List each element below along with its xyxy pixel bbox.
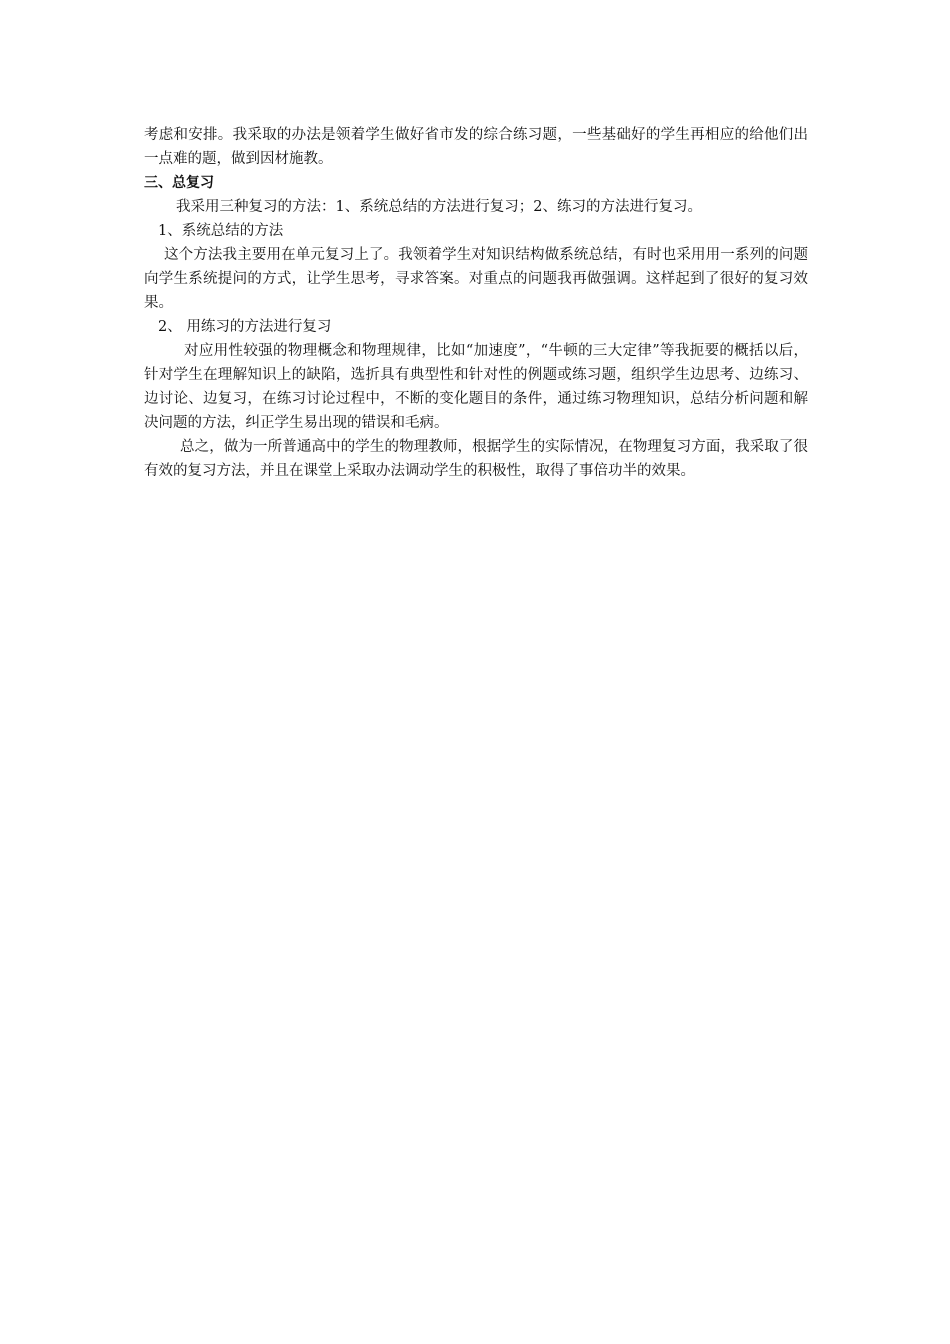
document-body (144, 123, 808, 483)
subheading-practice-method: 2、 用练习的方法进行复习 (158, 319, 332, 335)
paragraph-systematic-summary: 这个方法我主要用在单元复习上了。我领着学生对知识结构做系统总结，有时也采用用一系列的问题向学生系统提问的方式，让学生思考，寻求答案。对重点的问题我再做强调。这样起到了很好的复习效果。 (144, 247, 808, 311)
section-heading-general-review: 三、总复习 (144, 175, 214, 191)
paragraph-continuation: 考虑和安排。我采取的办法是领着学生做好省市发的综合练习题，一些基础好的学生再相应的给他们出一点难的题，做到因材施教。 (144, 127, 808, 167)
paragraph-review-methods: 我采用三种复习的方法：1、系统总结的方法进行复习；2、练习的方法进行复习。 (176, 199, 702, 215)
subheading-systematic-summary: 1、系统总结的方法 (158, 223, 284, 239)
paragraph-conclusion: 总之，做为一所普通高中的学生的物理教师，根据学生的实际情况，在物理复习方面，我采取了很有效的复习方法，并且在课堂上采取办法调动学生的积极性，取得了事倍功半的效果。 (144, 439, 808, 479)
paragraph-practice-method: 对应用性较强的物理概念和物理规律，比如“加速度”，“牛顿的三大定律”等我扼要的概括以后，针对学生在理解知识上的缺陷，选折具有典型性和针对性的例题或练习题，组织学生边思考、边练习、边讨论、边复习，在练习讨论过程中，不断的变化题目的条件，通过练习物理知识，总结分析问题和解决问题的方法，纠正学生易出现的错误和毛病。 (144, 343, 808, 431)
